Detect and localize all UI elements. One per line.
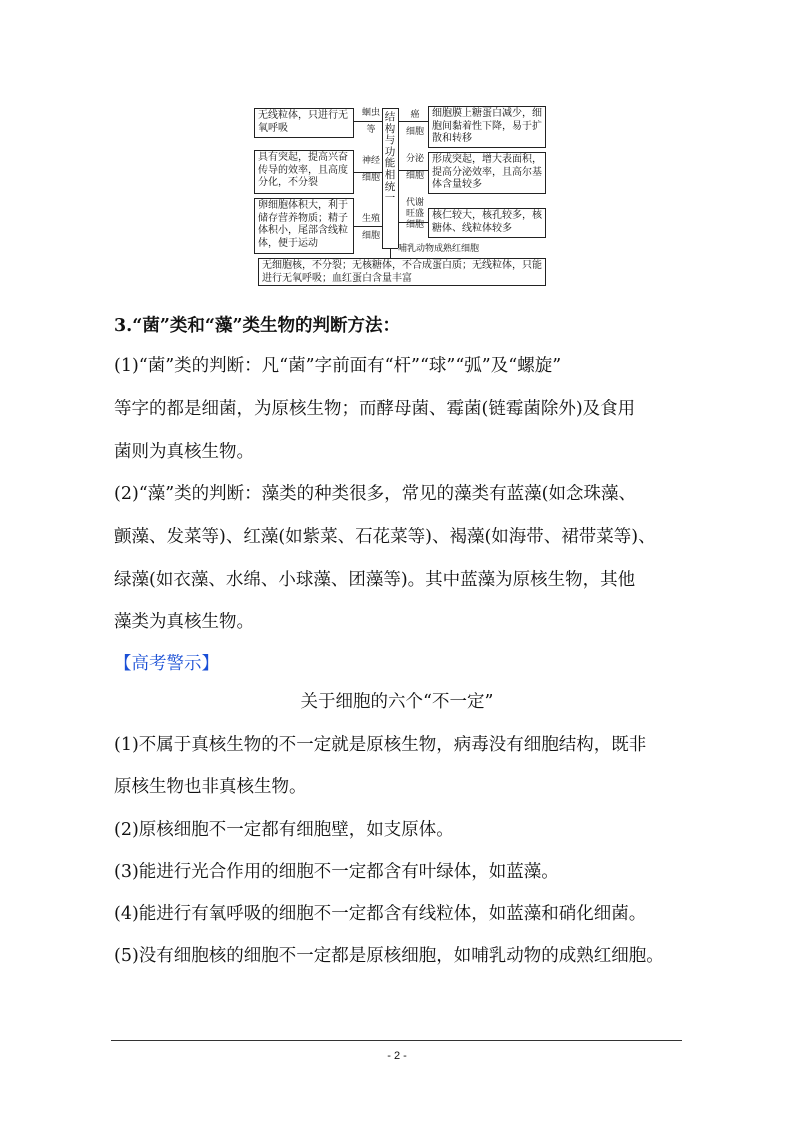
diagram-right-box-1: 细胞膜上糖蛋白减少，细胞间黏着性下降，易于扩散和转移 <box>428 106 546 148</box>
diagram-center-label: 结构与功能相统一 <box>384 111 396 205</box>
section3-p2-line1: (2)“藻”类的判断：藻类的种类很多，常见的藻类有蓝藻(如念珠藻、 <box>114 484 637 504</box>
diagram-left-box-1: 无线粒体，只进行无氧呼吸 <box>254 108 354 138</box>
alert-title: 关于细胞的六个“不一定” <box>300 692 494 712</box>
alert-item: (4)能进行有氧呼吸的细胞不一定都含有线粒体，如蓝藻和硝化细菌。 <box>114 904 647 924</box>
section3-p1-line1: (1)“菌”类的判断：凡“菌”字前面有“杆”“球”“弧”及“螺旋” <box>114 356 562 376</box>
alert-item: (5)没有细胞核的细胞不一定都是原核细胞，如哺乳动物的成熟红细胞。 <box>114 946 664 966</box>
section3-p1-line3: 菌则为真核生物。 <box>114 442 254 462</box>
alert-item: 原核生物也非真核生物。 <box>114 777 307 797</box>
section3-p2-line2: 颤藻、发菜等)、红藻(如紫菜、石花菜等)、褐藻(如海带、裙带菜等)、 <box>114 527 656 547</box>
diagram-right-label-2: 分泌 细胞 <box>405 154 424 181</box>
diagram-bottom-label: 哺乳动物成熟红细胞 <box>398 244 480 254</box>
diagram-left-box-3: 卵细胞体积大，利于储存营养物质；精子体积小，尾部含线粒体，便于运动 <box>254 198 354 254</box>
section3-p2-line4: 藻类为真核生物。 <box>114 612 254 632</box>
diagram-right-box-3: 核仁较大，核孔较多，核糖体、线粒体较多 <box>428 208 546 238</box>
diagram-bottom-box: 无细胞核，不分裂；无核糖体，不合成蛋白质；无线粒体，只能进行无氧呼吸；血红蛋白含量丰富 <box>258 258 546 286</box>
diagram-left-box-2: 具有突起，提高兴奋传导的效率，且高度分化，不分裂 <box>254 150 354 194</box>
diagram-right-label-3: 代谢 旺盛 细胞 <box>405 198 424 230</box>
diagram-right-label-1: 癌 细胞 <box>405 110 424 137</box>
section3-p2-line3: 绿藻(如衣藻、水绵、小球藻、团藻等)。其中蓝藻为原核生物，其他 <box>114 570 636 590</box>
diagram-left-label-1: 蛔虫 等 <box>361 108 380 135</box>
diagram-left-label-3: 生殖 细胞 <box>361 214 380 241</box>
diagram-left-label-2: 神经 细胞 <box>361 156 380 183</box>
footer-divider <box>111 1040 682 1041</box>
section3-heading: 3.“菌”类和“藻”类生物的判断方法： <box>114 316 401 336</box>
cell-structure-function-diagram <box>252 104 548 286</box>
page-number: - 2 - <box>387 1050 407 1062</box>
diagram-right-box-2: 形成突起，增大表面积，提高分泌效率，且高尔基体含量较多 <box>428 152 546 194</box>
section3-p1-line2: 等字的都是细菌，为原核生物；而酵母菌、霉菌(链霉菌除外)及食用 <box>114 399 636 419</box>
alert-label: 【高考警示】 <box>114 654 219 674</box>
alert-item: (1)不属于真核生物的不一定就是原核生物，病毒没有细胞结构，既非 <box>114 735 647 755</box>
alert-item: (3)能进行光合作用的细胞不一定都含有叶绿体，如蓝藻。 <box>114 862 559 882</box>
alert-item: (2)原核细胞不一定都有细胞壁，如支原体。 <box>114 820 454 840</box>
